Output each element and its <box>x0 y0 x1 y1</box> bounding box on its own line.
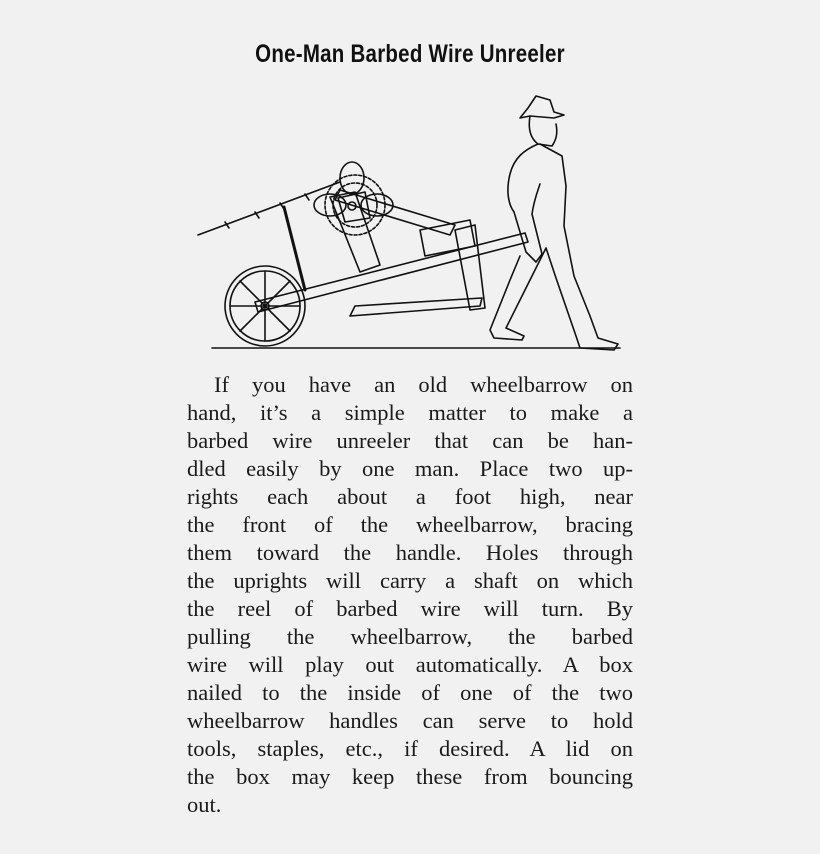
wheel <box>225 266 305 346</box>
handle <box>255 233 528 312</box>
body-line: barbed wire unreeler that can be han- <box>187 428 633 453</box>
article-title: One-Man Barbed Wire Unreeler <box>255 40 565 68</box>
body-line: dled easily by one man. Place two up- <box>187 456 633 481</box>
diagonal-brace <box>335 190 455 235</box>
body-line: the front of the wheelbarrow, bracing <box>187 512 633 537</box>
body-line: wire will play out automatically. A box <box>187 652 633 677</box>
body-line: the uprights will carry a shaft on which <box>187 568 633 593</box>
body-line: out. <box>187 792 222 817</box>
body-line: them toward the handle. Holes through <box>187 540 633 565</box>
barbed-wire <box>198 182 340 235</box>
body-line: the reel of barbed wire will turn. By <box>187 596 633 621</box>
brace <box>350 298 482 316</box>
body-line: nailed to the inside of one of the two <box>187 680 633 705</box>
article-body <box>187 371 633 819</box>
man-figure <box>490 96 618 350</box>
wheelbarrow-illustration <box>180 70 640 360</box>
body-line: tools, staples, etc., if desired. A lid on <box>187 736 633 761</box>
body-line: wheelbarrow handles can serve to hold <box>187 708 633 733</box>
wire-reel <box>314 162 393 235</box>
body-line: pulling the wheelbarrow, the barbed <box>187 624 633 649</box>
leg <box>455 225 485 310</box>
body-line: hand, it’s a simple matter to make a <box>187 400 633 425</box>
body-line: rights each about a foot high, near <box>187 484 633 509</box>
tool-box <box>420 220 475 256</box>
body-line: If you have an old wheelbarrow on <box>214 372 633 397</box>
body-line: the box may keep these from bouncing <box>187 764 633 789</box>
